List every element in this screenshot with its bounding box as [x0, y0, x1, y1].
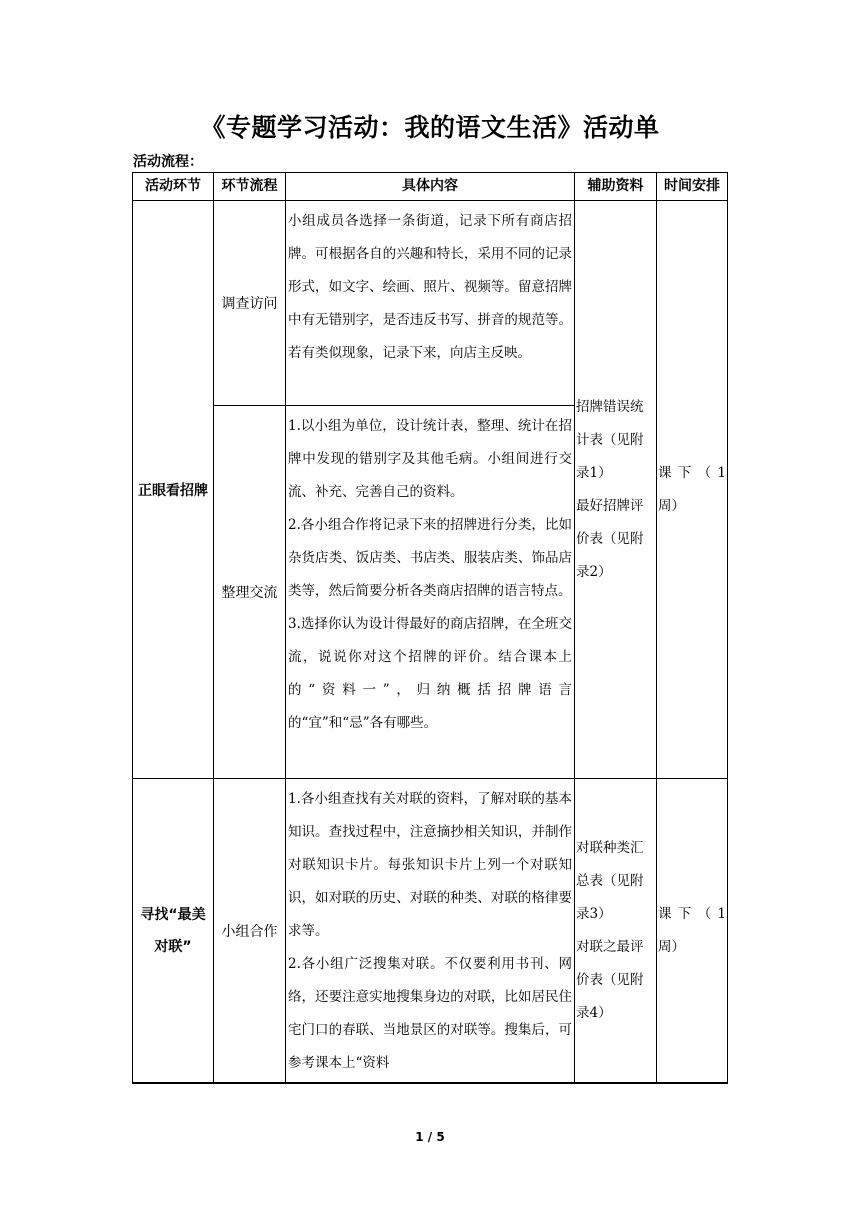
resource-item: 最好招牌评价表（见附录2） — [576, 497, 644, 580]
time-cell-signboards — [657, 201, 727, 779]
resources-cell-couplets — [575, 779, 657, 1083]
content-cell-survey — [286, 201, 575, 406]
stage-label: 正眼看招牌 — [138, 482, 208, 499]
resource-item: 招牌错误统计表（见附录1） — [576, 398, 644, 481]
stage-label: 寻找“最美对联” — [140, 906, 206, 955]
content-item: 2.各小组合作将记录下来的招牌进行分类，比如杂货店类、饭店类、书店类、服装店类、饰品店类等，然后简要分析各类商店招牌的语言特点。 — [288, 517, 572, 599]
stage-cell-couplets — [133, 779, 214, 1083]
content-cell-organize — [286, 406, 575, 779]
header-time: 时间安排 — [657, 173, 727, 201]
content-item: 1.以小组为单位，设计统计表，整理、统计在招牌中发现的错别字及其他毛病。小组间进行交流、补充、完善自己的资料。 — [288, 418, 572, 500]
resource-item: 对联之最评价表（见附录4） — [576, 938, 644, 1021]
resource-item: 对联种类汇总表（见附录3） — [576, 839, 644, 922]
step-cell-survey — [214, 201, 286, 406]
activity-table — [132, 172, 728, 1084]
content-item: 3.选择你认为设计得最好的商店招牌，在全班交流，说说你对这个招牌的评价。结合课本上的“资料一”，归纳概括招牌语言的“宜”和“忌”各有哪些。 — [288, 616, 572, 731]
step-label: 小组合作 — [221, 923, 278, 940]
document-title: 《专题学习活动：我的语文生活》活动单 — [200, 113, 660, 142]
header-content: 具体内容 — [286, 173, 575, 201]
time-cell-couplets — [657, 779, 727, 1083]
content-cell-couplets — [286, 779, 575, 1083]
header-step: 环节流程 — [214, 173, 286, 201]
time-text: 课 下 （ 1周） — [658, 464, 726, 514]
page-number: 1 / 5 — [415, 1130, 445, 1144]
resources-cell-signboards — [575, 201, 657, 779]
step-cell-group — [214, 779, 286, 1083]
flow-label: 活动流程： — [133, 154, 203, 170]
content-item: 2.各小组广泛搜集对联。不仅要利用书刊、网络，还要注意实地搜集身边的对联，比如居民住宅门口的春联、当地景区的对联等。搜集后，可参考课本上“资料 — [288, 956, 572, 1071]
time-text: 课 下 （ 1周） — [658, 905, 726, 955]
content-paragraph: 小组成员各选择一条街道，记录下所有商店招牌。可根据各自的兴趣和特长，采用不同的记录形式，如文字、绘画、照片、视频等。留意招牌中有无错别字，是否违反书写、拼音的规范等。若有类似现象，记录下来，向店主反映。 — [288, 213, 572, 361]
header-stage: 活动环节 — [133, 173, 214, 201]
step-cell-organize — [214, 406, 286, 779]
content-item: 1.各小组查找有关对联的资料，了解对联的基本知识。查找过程中，注意摘抄相关知识，并制作对联知识卡片。每张知识卡片上列一个对联知识，如对联的历史、对联的种类、对联的格律要求等。 — [288, 791, 572, 939]
header-resources: 辅助资料 — [575, 173, 657, 201]
step-label: 整理交流 — [221, 585, 278, 601]
step-label: 调查访问 — [221, 296, 278, 312]
stage-cell-signboards — [133, 201, 214, 779]
